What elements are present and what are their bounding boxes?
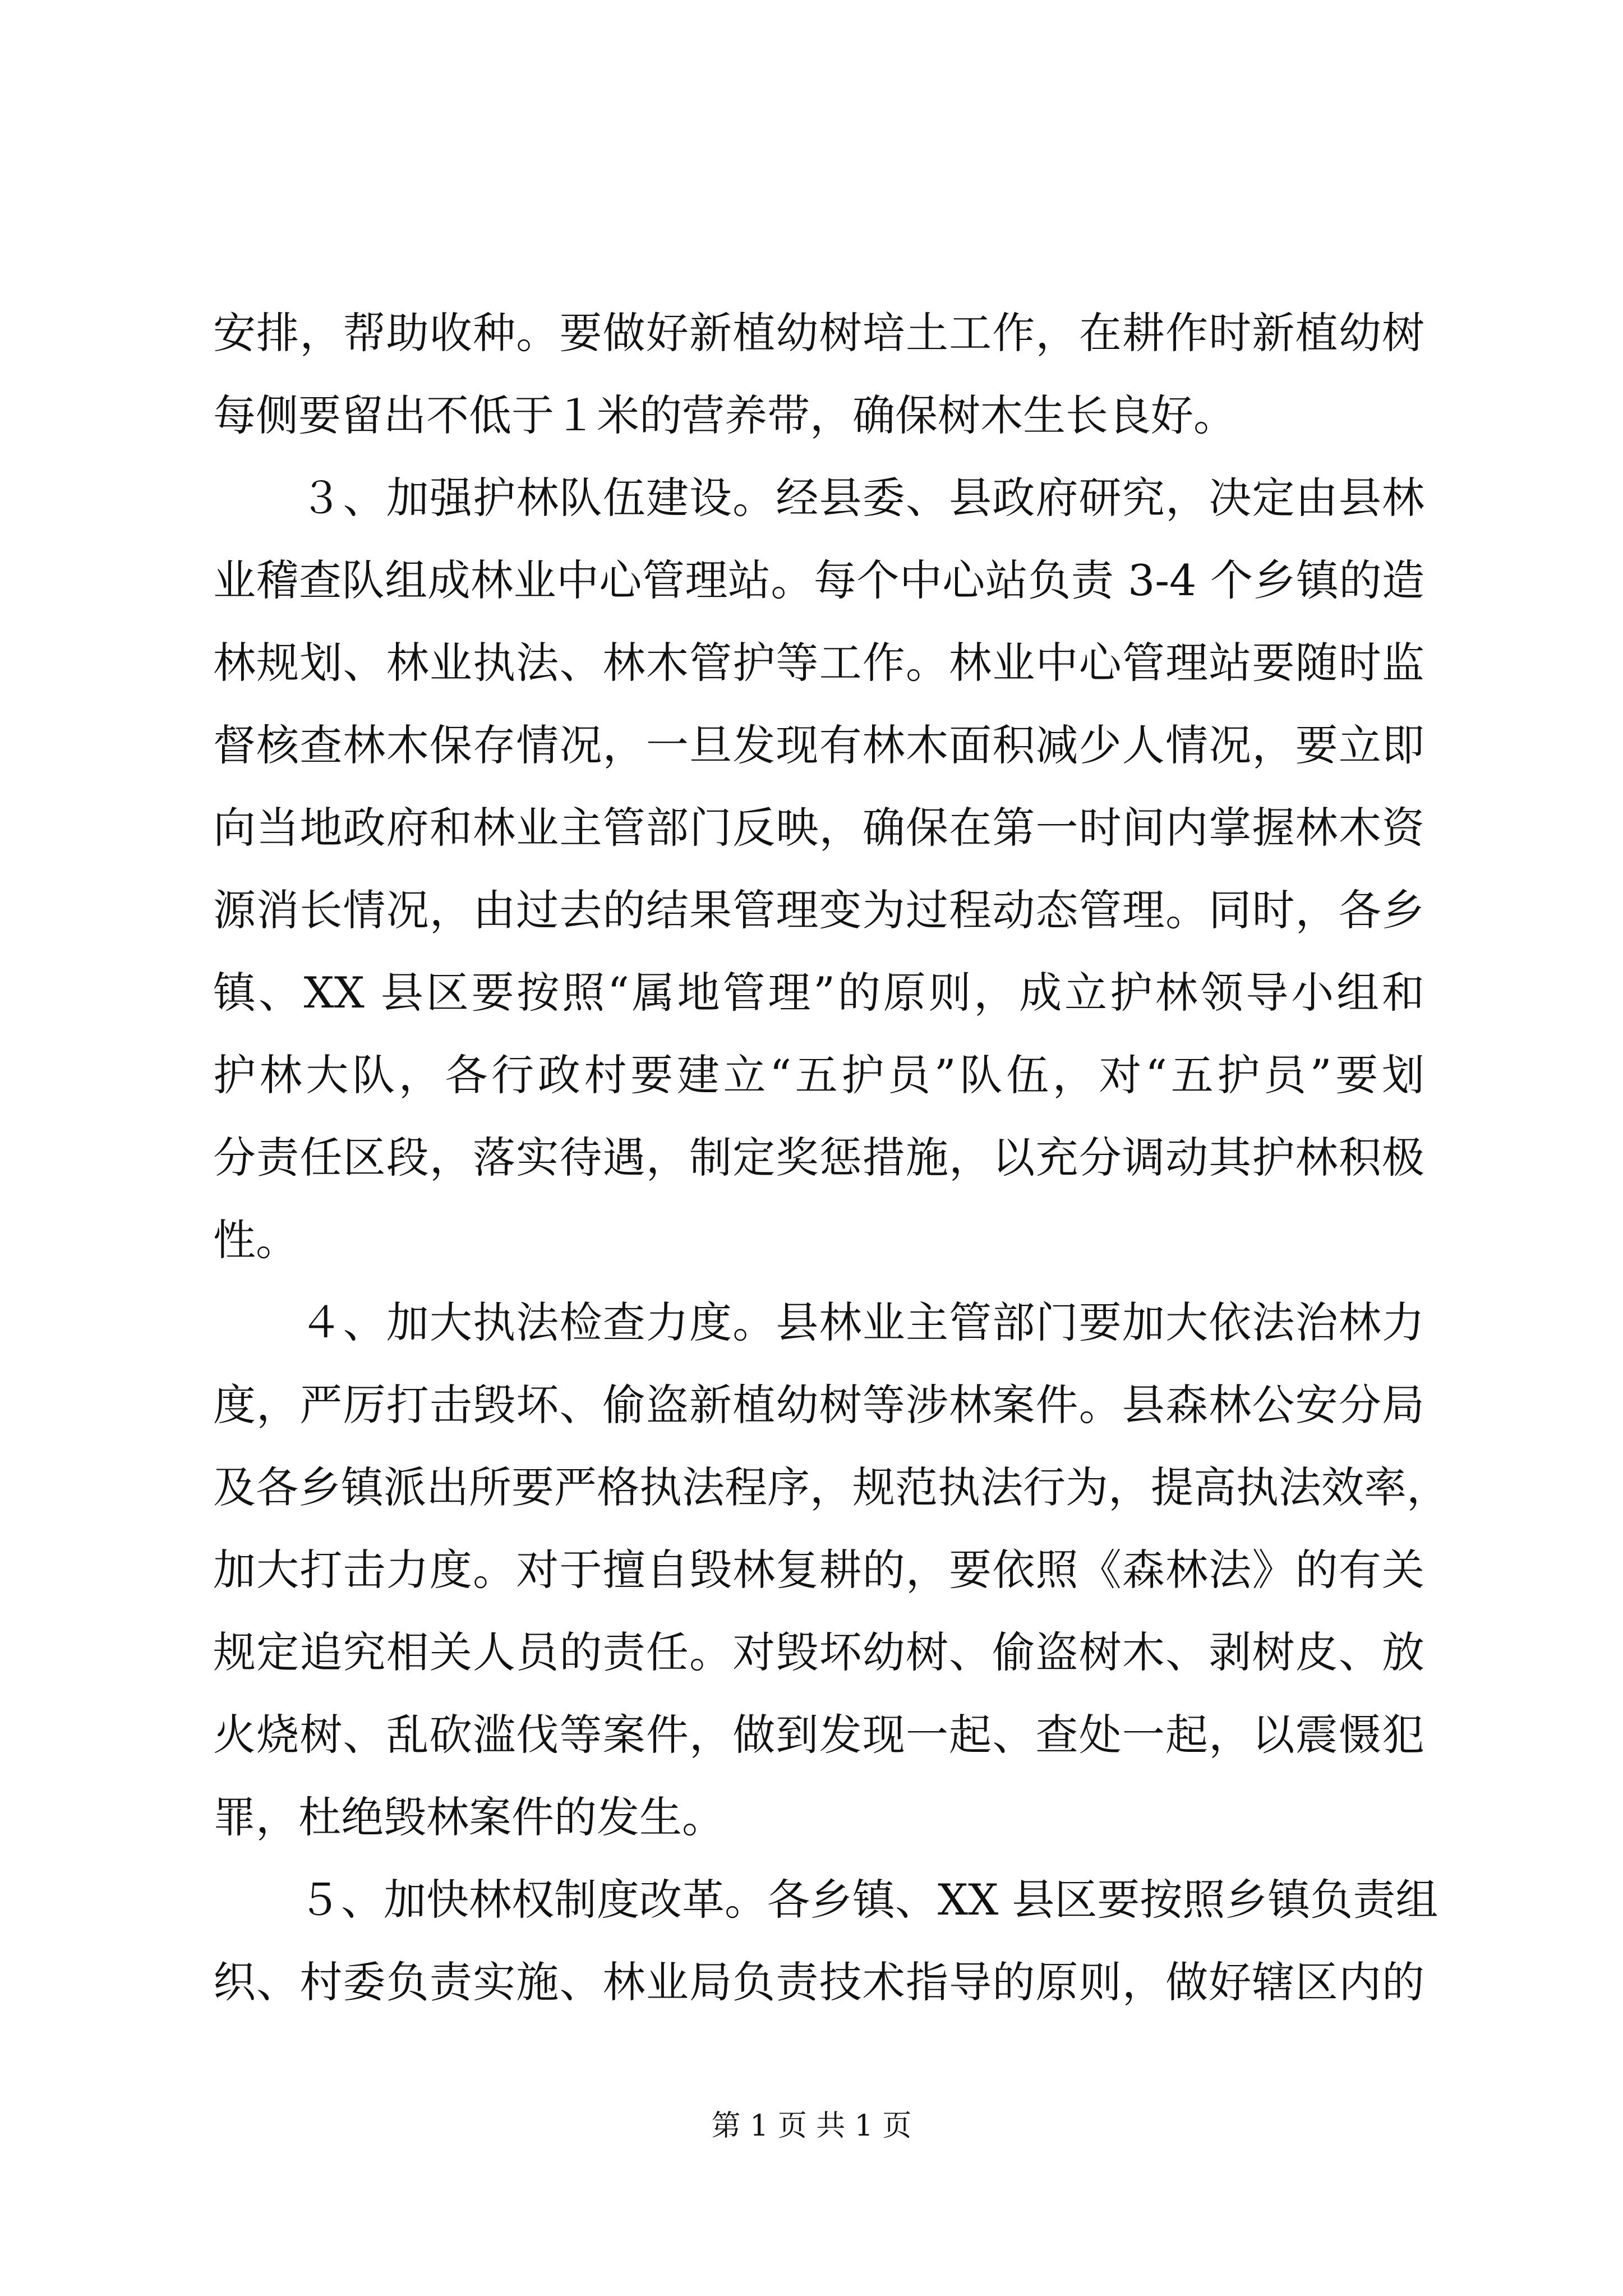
text-line: 织、村委负责实施、林业局负责技术指导的原则，做好辖区内的 [213,1957,1424,2007]
text-line: 镇、XX 县区要按照“属地管理”的原则，成立护林领导小组和 [213,968,1424,1018]
text-line: 及各乡镇派出所要严格执法程序，规范执法行为，提高执法效率， [213,1462,1449,1512]
text-line: 向当地政府和林业主管部门反映，确保在第一时间内掌握林木资 [213,803,1424,853]
text-line: 林规划、林业执法、林木管护等工作。林业中心管理站要随时监 [213,638,1424,688]
text-line: 源消长情况，由过去的结果管理变为过程动态管理。同时，各乡 [213,885,1424,935]
text-line: 罪，杜绝毁林案件的发生。 [213,1792,725,1842]
text-line: 性。 [213,1215,298,1265]
text-line: 分责任区段，落实待遇，制定奖惩措施，以充分调动其护林积极 [213,1133,1424,1182]
document-body [213,292,1449,2023]
text-line: 安排，帮助收种。要做好新植幼树培土工作，在耕作时新植幼树 [213,308,1424,358]
text-line: 度，严厉打击毁坏、偷盗新植幼树等涉林案件。县森林公安分局 [213,1380,1424,1430]
text-line: 火烧树、乱砍滥伐等案件，做到发现一起、查处一起，以震慑犯 [213,1710,1424,1760]
text-line: 业稽查队组成林业中心管理站。每个中心站负责 3-4 个乡镇的造 [213,555,1424,605]
text-line: ３、加强护林队伍建设。经县委、县政府研究，决定由县林 [213,473,1424,523]
text-line: 督核查林木保存情况，一旦发现有林木面积减少人情况，要立即 [213,720,1424,770]
text-line: ５、加快林权制度改革。各乡镇、XX 县区要按照乡镇负责组 [213,1875,1438,1925]
page-number-label: 第 1 页 共 1 页 [711,2109,912,2143]
page-footer [0,2104,1623,2148]
text-line: 规定追究相关人员的责任。对毁坏幼树、偷盗树木、剥树皮、放 [213,1627,1424,1677]
text-line: 加大打击力度。对于擅自毁林复耕的，要依照《森林法》的有关 [213,1545,1424,1595]
text-line: 护林大队，各行政村要建立“五护员”队伍，对“五护员”要划 [213,1050,1424,1100]
text-line: 每侧要留出不低于１米的营养带，确保树木生长良好。 [213,390,1236,440]
text-line: ４、加大执法检查力度。县林业主管部门要加大依法治林力 [213,1297,1424,1347]
